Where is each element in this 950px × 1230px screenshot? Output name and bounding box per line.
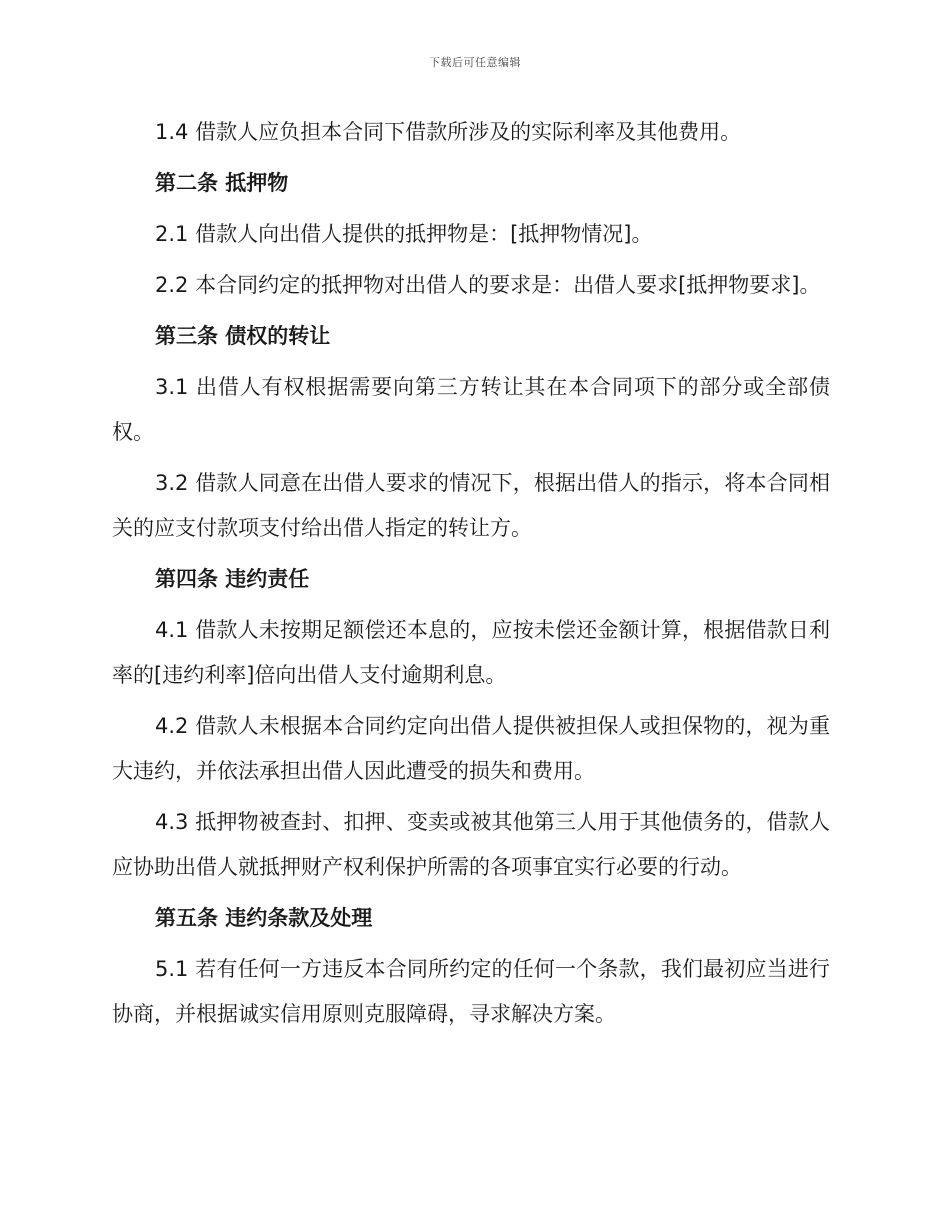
clause-2-2: 2.2 本合同约定的抵押物对出借人的要求是：出借人要求[抵押物要求]。 [155,273,821,297]
clause-4-1: 4.1 借款人未按期足额偿还本息的，应按未偿还金额计算，根据借款日利率的[违约利率]倍向出借人支付逾期利息。 [112,618,830,687]
document-body [112,110,830,1043]
clause-4-2: 4.2 借款人未根据本合同约定向出借人提供被担保人或担保物的，视为重大违约，并依法承担出借人因此遭受的损失和费用。 [112,714,830,783]
clause-3-1: 3.1 出借人有权根据需要向第三方转让其在本合同项下的部分或全部债权。 [112,375,830,444]
page-header: 下载后可任意编辑 [429,56,521,69]
clause-5-1: 5.1 若有任何一方违反本合同所约定的任何一个条款，我们最初应当进行协商，并根据诚实信用原则克服障碍，寻求解决方案。 [112,957,830,1026]
article-2-heading: 第二条 抵押物 [155,171,289,195]
article-3-heading: 第三条 债权的转让 [155,324,331,348]
clause-3-2: 3.2 借款人同意在出借人要求的情况下，根据出借人的指示，将本合同相关的应支付款项支付给出借人指定的转让方。 [112,471,830,540]
clause-2-1: 2.1 借款人向出借人提供的抵押物是：[抵押物情况]。 [155,222,653,246]
article-5-heading: 第五条 违约条款及处理 [155,906,373,930]
article-4-heading: 第四条 违约责任 [155,567,310,591]
clause-1-4: 1.4 借款人应负担本合同下借款所涉及的实际利率及其他费用。 [155,120,742,144]
clause-4-3: 4.3 抵押物被查封、扣押、变卖或被其他第三人用于其他债务的，借款人应协助出借人就抵押财产权利保护所需的各项事宜实行必要的行动。 [112,810,830,879]
